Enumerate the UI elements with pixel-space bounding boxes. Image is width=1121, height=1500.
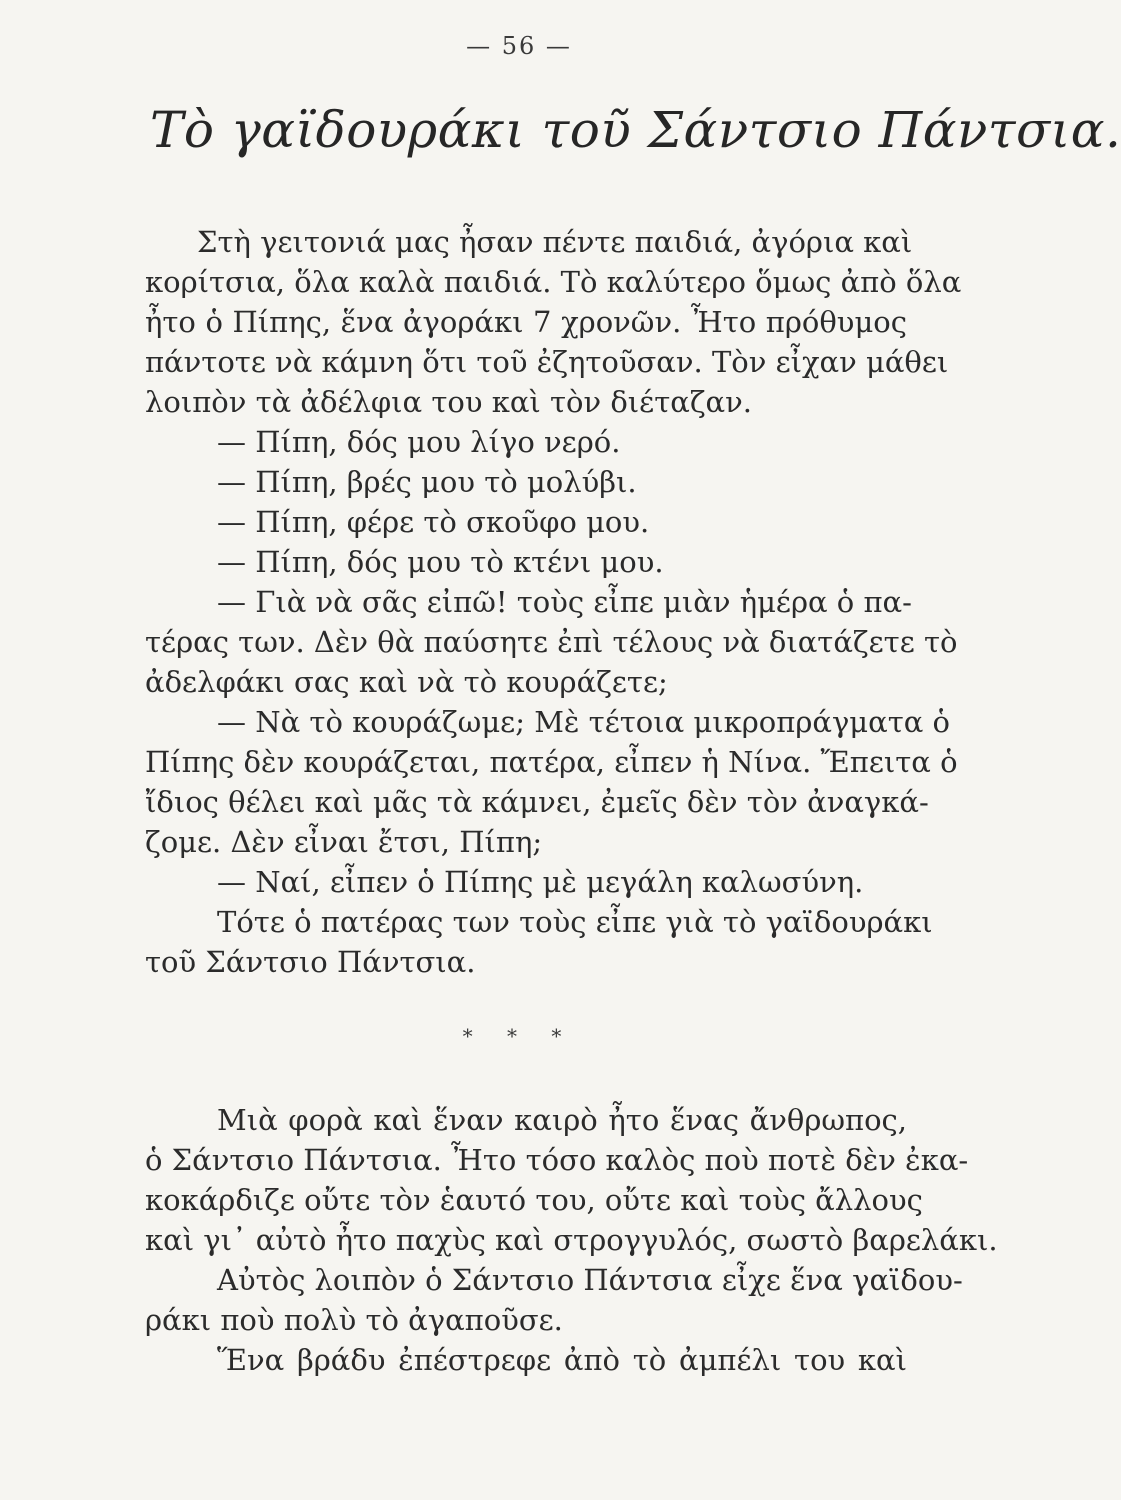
text-line: κορίτσια, ὅλα καλὰ παιδιά. Τὸ καλύτερο ὅμως ἀπὸ ὅλα <box>145 265 962 299</box>
text-line: Στὴ γειτονιά μας ἦσαν πέντε παιδιά, ἀγόρια καὶ <box>197 225 913 259</box>
text-line: Μιὰ φορὰ καὶ ἕναν καιρὸ ἦτο ἕνας ἄνθρωπος, <box>217 1103 907 1137</box>
dialogue-line: — Νὰ τὸ κουράζωμε; Μὲ τέτοια μικροπράγματα ὁ <box>217 705 951 739</box>
dialogue-line: — Πίπη, δός μου λίγο νερό. <box>217 425 621 459</box>
page-number: — 56 — <box>466 32 572 60</box>
story-section <box>145 1100 998 1380</box>
dialogue-line: — Πίπη, δός μου τὸ κτένι μου. <box>217 545 664 579</box>
text-line: κοκάρδιζε οὔτε τὸν ἑαυτό του, οὔτε καὶ τοὺς ἄλλους <box>145 1183 923 1217</box>
text-line: τοῦ Σάντσιο Πάντσια. <box>145 945 476 979</box>
text-line: καὶ γι᾽ αὐτὸ ἦτο παχὺς καὶ στρογγυλός, σωστὸ βαρελάκι. <box>145 1223 998 1257</box>
text-line: ζομε. Δὲν εἶναι ἔτσι, Πίπη; <box>145 825 543 859</box>
text-line: ράκι ποὺ πολὺ τὸ ἀγαποῦσε. <box>145 1303 563 1337</box>
text-line: λοιπὸν τὰ ἀδέλφια του καὶ τὸν διέταζαν. <box>145 385 752 419</box>
text-line: ἦτο ὁ Πίπης, ἕνα ἀγοράκι 7 χρονῶν. Ἦτο πρόθυμος <box>145 305 907 339</box>
text-line: ἴδιος θέλει καὶ μᾶς τὰ κάμνει, ἐμεῖς δὲν τὸν ἀναγκά- <box>145 785 929 819</box>
dialogue-line: — Πίπη, βρές μου τὸ μολύβι. <box>217 465 637 499</box>
chapter-title: Τὸ γαϊδουράκι τοῦ Σάντσιο Πάντσια. <box>150 101 1121 159</box>
text-line: Πίπης δὲν κουράζεται, πατέρα, εἶπεν ἡ Νίνα. Ἔπειτα ὁ <box>145 745 958 779</box>
text-line: ἀδελφάκι σας καὶ νὰ τὸ κουράζετε; <box>145 665 668 699</box>
text-line: τέρας των. Δὲν θὰ παύσητε ἐπὶ τέλους νὰ διατάζετε τὸ <box>145 625 958 659</box>
story-intro-section <box>145 222 962 982</box>
dialogue-line: — Πίπη, φέρε τὸ σκοῦφο μου. <box>217 505 650 539</box>
text-line: Αὐτὸς λοιπὸν ὁ Σάντσιο Πάντσια εἶχε ἕνα γαϊδου- <box>217 1263 963 1297</box>
text-line: ὁ Σάντσιο Πάντσια. Ἦτο τόσο καλὸς ποὺ ποτὲ δὲν ἐκα- <box>145 1143 969 1177</box>
dialogue-line: — Ναί, εἶπεν ὁ Πίπης μὲ μεγάλη καλωσύνη. <box>217 865 864 899</box>
dialogue-line: — Γιὰ νὰ σᾶς εἰπῶ! τοὺς εἶπε μιὰν ἡμέρα ὁ πα- <box>217 585 912 619</box>
section-separator: * * * <box>462 1024 576 1048</box>
text-line: πάντοτε νὰ κάμνη ὅτι τοῦ ἐζητοῦσαν. Τὸν εἶχαν μάθει <box>145 345 949 379</box>
text-line: Ἕνα βράδυ ἐπέστρεφε ἀπὸ τὸ ἀμπέλι του καὶ <box>217 1343 907 1377</box>
text-line: Τότε ὁ πατέρας των τοὺς εἶπε γιὰ τὸ γαϊδουράκι <box>217 905 933 939</box>
